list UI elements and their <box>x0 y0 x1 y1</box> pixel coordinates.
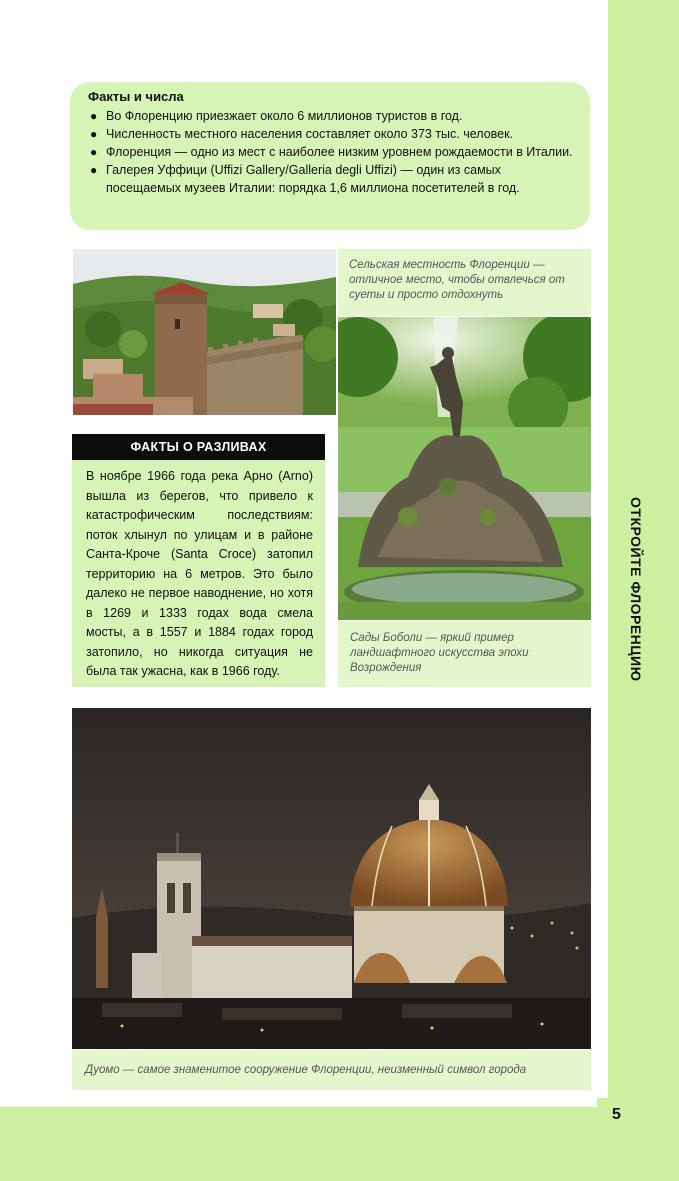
countryside-image <box>73 249 336 415</box>
duomo-caption: Дуомо — самое знаменитое сооружение Флоренции, неизменный символ города <box>72 1050 591 1090</box>
countryside-caption: Сельская местность Флоренции — отличное место, чтобы отвлечься от суеты и просто отдохнуть <box>338 249 591 316</box>
bullet-icon: ● <box>90 163 98 177</box>
section-title: ОТКРОЙТЕ ФЛОРЕНЦИЮ <box>628 496 644 682</box>
duomo-photo <box>72 708 591 1049</box>
bullet-icon: ● <box>90 109 98 123</box>
countryside-photo <box>73 249 336 415</box>
list-item: ● Галерея Уффици (Uffizi Gallery/Galleria degli Uffizi) — один из самых посещаемых музеев Италии: порядка 1,6 миллиона посетителей в год. <box>90 163 520 195</box>
bullet-icon: ● <box>90 145 98 159</box>
page-number: 5 <box>612 1106 621 1123</box>
bullet-icon: ● <box>90 127 98 141</box>
bottom-strip <box>0 1107 597 1181</box>
boboli-photo <box>338 317 591 620</box>
facts-list <box>88 107 574 197</box>
boboli-caption: Сады Боболи — яркий пример ландшафтного искусства эпохи Возрождения <box>338 621 591 687</box>
flood-facts-text: В ноябре 1966 года река Арно (Arno) вышла из берегов, что привело к катастрофическим последствиям: поток хлынул по улицам и в районе Санта-Кроче (Santa Croce) затопил территорию на 6 метров. Это было далеко не первое наводнение, но хотя в 1269 и 1333 годах вода смела мосты, а в 1557 и 1884 годах город затопило, но никогда ситуация не была так ужасна, как в 1966 году. <box>86 469 313 678</box>
facts-box <box>70 82 590 230</box>
page-corner <box>597 1098 679 1181</box>
duomo-image <box>72 708 591 1049</box>
list-item: ● Во Флоренцию приезжает около 6 миллионов туристов в год. <box>90 109 463 123</box>
facts-title: Факты и числа <box>88 89 184 104</box>
list-item: ● Численность местного населения составляет около 373 тыс. человек. <box>90 127 514 141</box>
flood-facts-box <box>72 434 325 687</box>
boboli-image <box>338 317 591 620</box>
list-item: ● Флоренция — одно из мест с наиболее низким уровнем рождаемости в Италии. <box>90 145 573 159</box>
flood-facts-title: ФАКТЫ О РАЗЛИВАХ <box>72 434 325 460</box>
